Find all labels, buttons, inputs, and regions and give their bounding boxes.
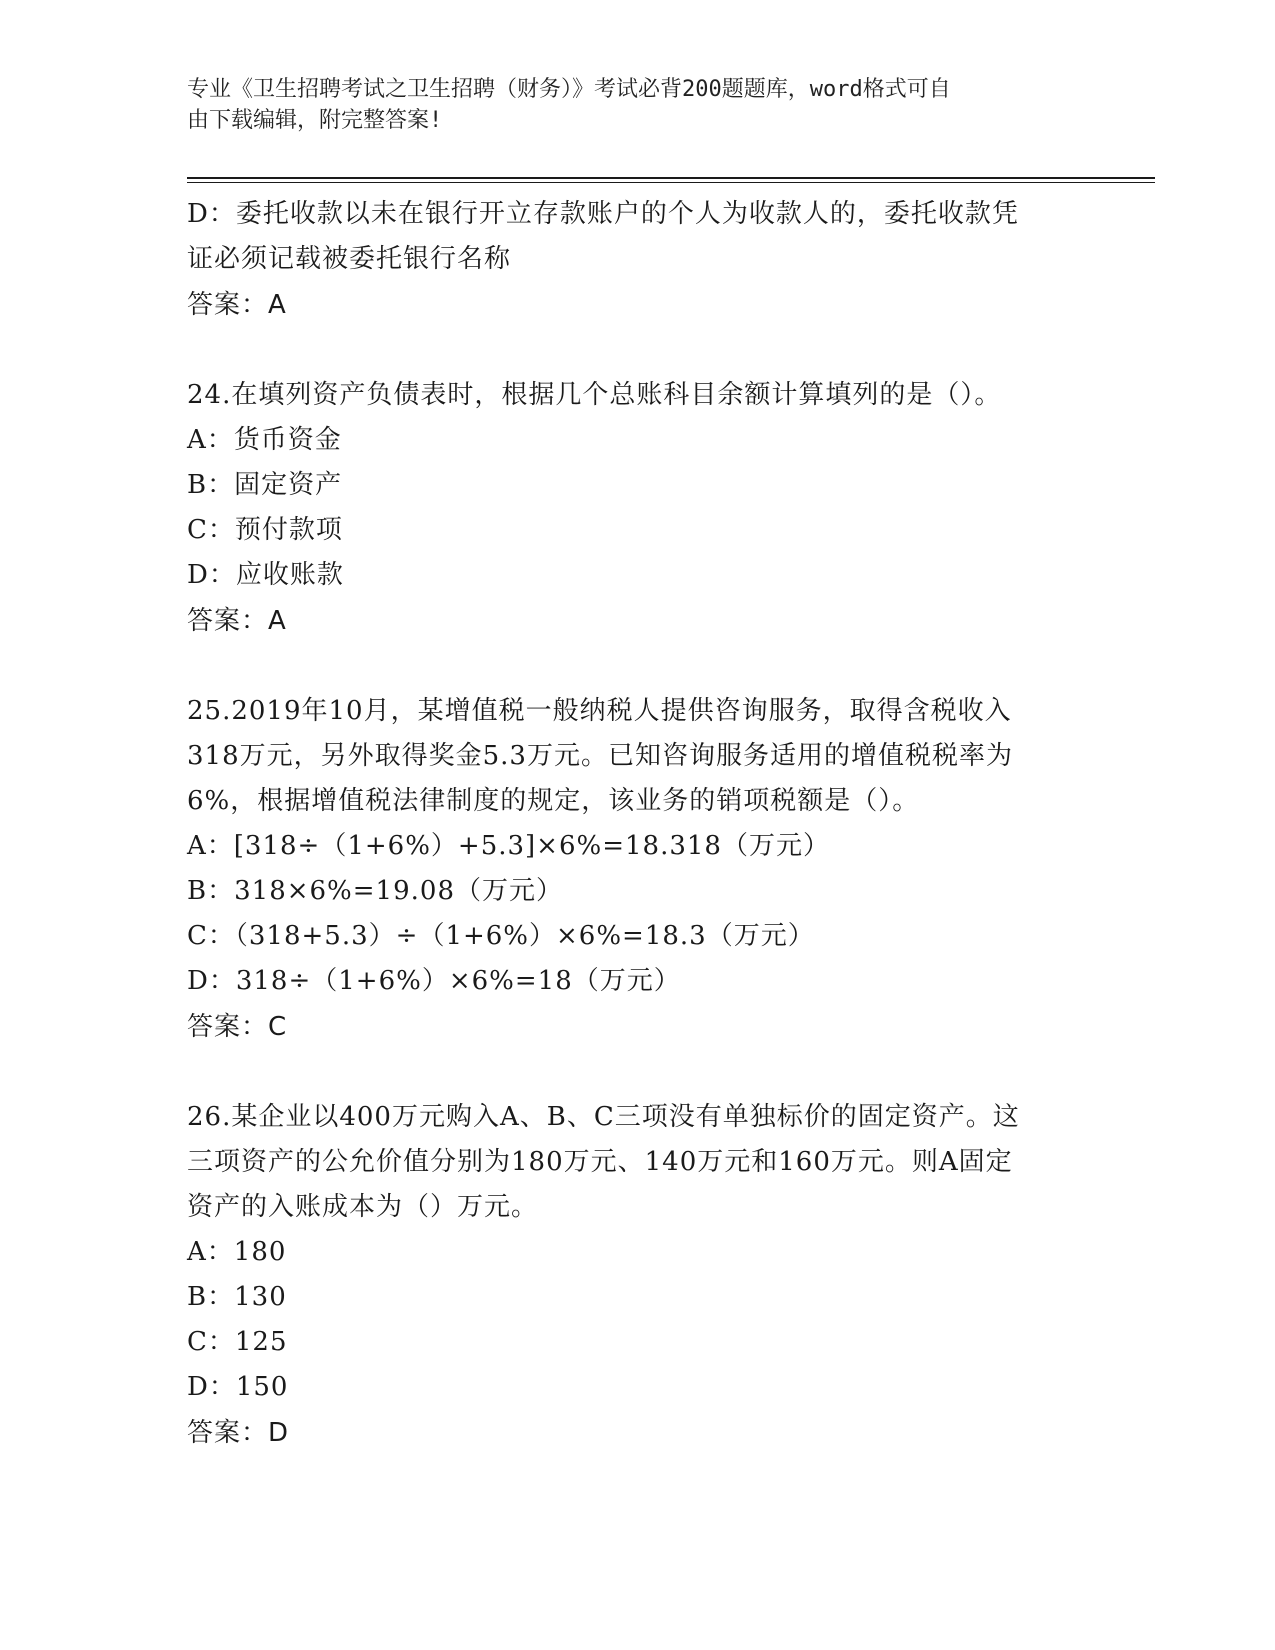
option-c: C：125 bbox=[187, 1327, 288, 1357]
question-24 bbox=[187, 373, 1087, 644]
option-d: D：应收账款 bbox=[187, 560, 344, 590]
header-rule-thick bbox=[187, 177, 1155, 179]
question-stem-continued: 318万元，另外取得奖金5.3万元。已知咨询服务适用的增值税税率为 bbox=[187, 741, 1013, 771]
previous-question-tail bbox=[187, 192, 1087, 328]
question-stem: 24.在填列资产负债表时，根据几个总账科目余额计算填列的是（）。 bbox=[187, 380, 1002, 410]
option-d: D：150 bbox=[187, 1372, 289, 1402]
spacer bbox=[187, 328, 1087, 373]
option-c: C：（318+5.3）÷（1+6%）×6%=18.3（万元） bbox=[187, 921, 815, 951]
question-stem-continued: 资产的入账成本为（）万元。 bbox=[187, 1192, 539, 1222]
question-stem: 26.某企业以400万元购入A、B、C三项没有单独标价的固定资产。这 bbox=[187, 1102, 1020, 1132]
answer-line: 答案：A bbox=[187, 290, 287, 320]
option-b: B：318×6%=19.08（万元） bbox=[187, 876, 563, 906]
spacer bbox=[187, 644, 1087, 689]
header-line-1: 专业《卫生招聘考试之卫生招聘（财务）》考试必背200题题库，word格式可自 bbox=[187, 77, 951, 102]
option-a: A：180 bbox=[187, 1237, 287, 1267]
option-b: B：固定资产 bbox=[187, 470, 343, 500]
option-d: D：318÷（1+6%）×6%=18（万元） bbox=[187, 966, 681, 996]
option-d-continued: 证必须记载被委托银行名称 bbox=[187, 244, 512, 274]
header-line-2: 由下载编辑，附完整答案! bbox=[187, 108, 443, 133]
document-header bbox=[187, 74, 1067, 136]
answer-line: 答案：D bbox=[187, 1418, 290, 1448]
spacer bbox=[187, 1050, 1087, 1095]
question-25 bbox=[187, 689, 1087, 1050]
option-a: A：货币资金 bbox=[187, 425, 342, 455]
question-26 bbox=[187, 1095, 1087, 1456]
question-stem: 25.2019年10月，某增值税一般纳税人提供咨询服务，取得含税收入 bbox=[187, 696, 1012, 726]
question-content bbox=[187, 192, 1087, 1456]
answer-line: 答案：A bbox=[187, 606, 287, 636]
question-stem-continued: 三项资产的公允价值分别为180万元、140万元和160万元。则A固定 bbox=[187, 1147, 1013, 1177]
header-rule-thin bbox=[187, 182, 1155, 183]
option-d: D：委托收款以未在银行开立存款账户的个人为收款人的，委托收款凭 bbox=[187, 199, 1019, 229]
option-a: A：[318÷（1+6%）+5.3]×6%=18.318（万元） bbox=[187, 831, 830, 861]
question-stem-continued: 6%，根据增值税法律制度的规定，该业务的销项税额是（）。 bbox=[187, 786, 920, 816]
option-b: B：130 bbox=[187, 1282, 287, 1312]
answer-line: 答案：C bbox=[187, 1012, 288, 1042]
option-c: C：预付款项 bbox=[187, 515, 343, 545]
